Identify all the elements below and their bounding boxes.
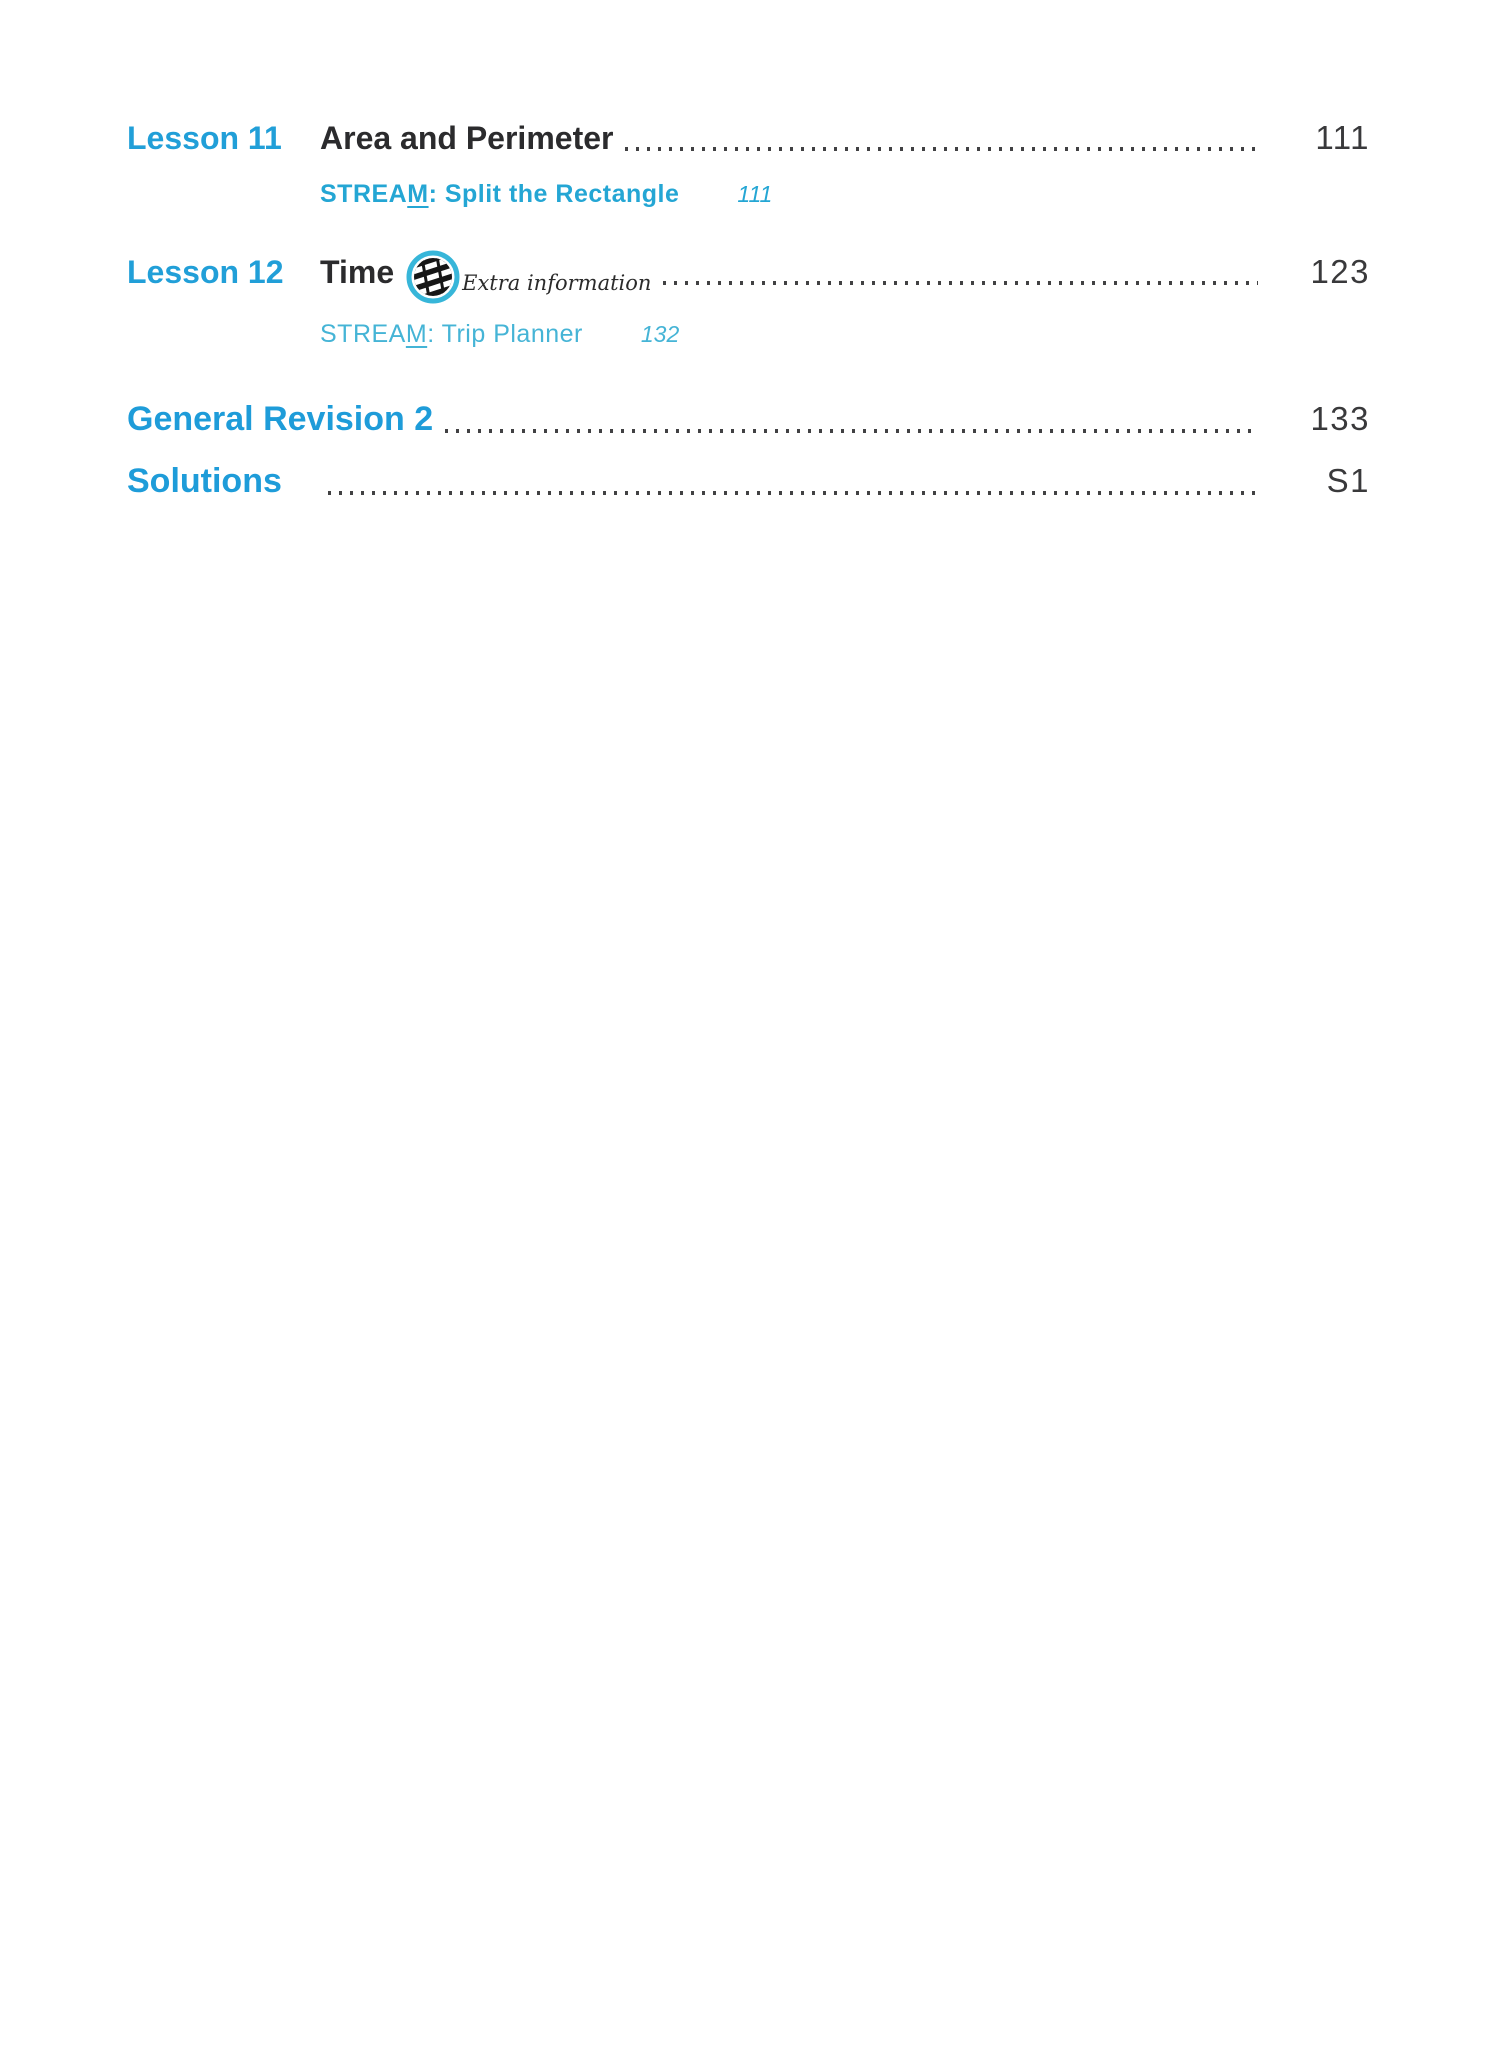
solutions-page-number: S1	[1326, 462, 1370, 499]
table-of-contents	[0, 0, 1501, 502]
stream-trip-planner-label	[320, 318, 583, 350]
stream-m-underlined: M	[407, 180, 429, 208]
lesson-11-label: Lesson 11	[127, 120, 282, 156]
lesson-12-title: Time	[320, 254, 395, 290]
toc-entry-stream-split-rectangle	[320, 178, 1370, 210]
toc-entry-stream-trip-planner	[320, 318, 1370, 350]
stream-prefix: STREA	[320, 180, 408, 208]
toc-entry-lesson-11	[127, 118, 1370, 158]
dotted-leader	[328, 491, 1258, 495]
general-revision-2-title: General Revision 2	[127, 400, 434, 438]
stream-m-underlined: M	[405, 320, 428, 348]
stream-split-rectangle-label	[320, 178, 679, 210]
dotted-leader	[625, 147, 1258, 151]
extra-information-icon	[406, 250, 460, 304]
general-revision-2-page-number: 133	[1310, 400, 1370, 437]
lesson-12-page-number: 123	[1310, 253, 1370, 290]
lesson-12-label: Lesson 12	[127, 254, 284, 290]
solutions-title: Solutions	[127, 462, 282, 500]
toc-entry-lesson-12	[127, 252, 1370, 295]
lesson-11-title: Area and Perimeter	[320, 120, 614, 156]
dotted-leader	[663, 281, 1258, 285]
stream-trip-planner-page-ref: 132	[640, 321, 680, 347]
toc-entry-general-revision-2	[127, 398, 1370, 440]
lesson-11-page-number: 111	[1315, 119, 1370, 156]
stream-rest: : Trip Planner	[427, 320, 583, 348]
stream-split-rectangle-page-ref: 111	[737, 181, 773, 207]
stream-prefix: STREA	[320, 320, 406, 348]
dotted-leader	[445, 429, 1258, 433]
toc-entry-solutions	[127, 460, 1370, 502]
extra-information-caption: Extra information	[462, 271, 652, 295]
stream-rest: : Split the Rectangle	[428, 180, 680, 208]
